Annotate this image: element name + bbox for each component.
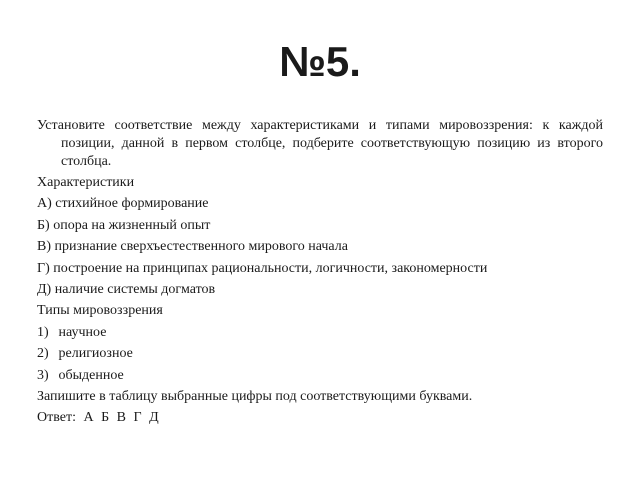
answer-letter: В bbox=[116, 410, 126, 426]
slide-title: №5. bbox=[279, 38, 361, 85]
type-label: научное bbox=[58, 324, 107, 340]
type-label: религиозное bbox=[58, 346, 133, 362]
type-number: 2) bbox=[37, 346, 49, 362]
answer-letter: Д bbox=[149, 410, 159, 426]
instruction: Запишите в таблицу выбранные цифры под соответствующими буквами. bbox=[37, 388, 473, 404]
characteristic-item: Б) опора на жизненный опыт bbox=[37, 217, 211, 233]
types-heading: Типы мировоззрения bbox=[37, 303, 163, 319]
task-content bbox=[37, 117, 603, 431]
type-label: обыденное bbox=[58, 367, 124, 383]
type-item bbox=[37, 367, 603, 385]
characteristic-item: Д) наличие системы догматов bbox=[37, 281, 216, 297]
characteristic-item: Г) построение на принципах рациональности, логичности, закономерности bbox=[37, 260, 488, 276]
type-number: 1) bbox=[37, 324, 49, 340]
answer-letter: А bbox=[83, 410, 94, 426]
answer-row bbox=[37, 409, 603, 427]
task-statement: Установите соответствие между характеристиками и типами мировоззрения: к каждой позиции, данной в первом столбце, подберите соответствующую позицию из второго столбца. bbox=[37, 118, 603, 169]
type-item bbox=[37, 345, 603, 363]
characteristics-heading: Характеристики bbox=[37, 175, 135, 190]
answer-label: Ответ: bbox=[37, 410, 76, 426]
characteristic-item: А) стихийное формирование bbox=[37, 196, 209, 212]
type-number: 3) bbox=[37, 367, 49, 383]
type-item bbox=[37, 324, 603, 342]
answer-letter: Б bbox=[101, 410, 110, 426]
characteristic-item: В) признание сверхъестественного мирового начала bbox=[37, 239, 348, 255]
answer-letter: Г bbox=[133, 410, 142, 426]
